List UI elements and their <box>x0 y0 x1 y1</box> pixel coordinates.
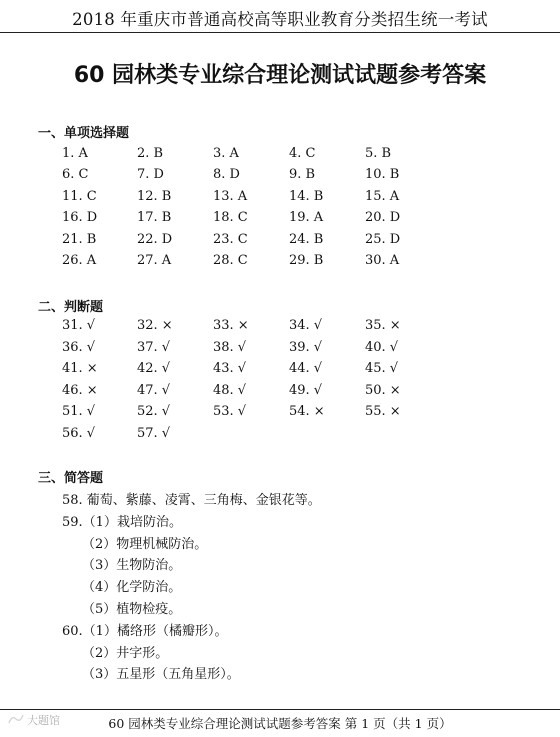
true-false-answer: 42. √ <box>137 361 171 377</box>
short-answer-line: 58. 葡萄、紫藤、凌霄、三角梅、金银花等。 <box>62 493 321 508</box>
true-false-answer: 46. × <box>62 382 98 398</box>
true-false-answer: 31. √ <box>62 318 96 333</box>
single-choice-row <box>0 232 560 252</box>
single-choice-answer: 8. D <box>213 167 240 183</box>
single-choice-answer: 11. C <box>62 188 97 204</box>
true-false-answer: 50. × <box>365 382 401 398</box>
single-choice-answer: 12. B <box>137 188 172 204</box>
short-answer-line: （3）五星形（五角星形）。 <box>82 667 240 683</box>
short-answer-line: （2）井字形。 <box>82 645 169 661</box>
true-false-answer: 53. √ <box>213 404 247 420</box>
short-answer-line: （2）物理机械防治。 <box>82 536 208 552</box>
single-choice-answer: 20. D <box>365 210 401 226</box>
true-false-answer: 52. √ <box>137 404 171 420</box>
single-choice-answer: 6. C <box>62 167 89 183</box>
true-false-answer: 37. √ <box>137 339 171 355</box>
single-choice-answer: 24. B <box>289 231 324 247</box>
true-false-answer: 35. × <box>365 318 401 333</box>
single-choice-answer: 9. B <box>289 167 316 183</box>
true-false-heading: 二、判断题 <box>38 300 104 315</box>
single-choice-answer: 7. D <box>137 167 164 183</box>
single-choice-answer: 17. B <box>137 210 172 226</box>
single-choice-answer: 15. A <box>365 188 400 204</box>
true-false-answer: 40. √ <box>365 339 399 355</box>
single-choice-answer: 3. A <box>213 146 239 161</box>
single-choice-answer: 30. A <box>365 253 400 268</box>
page-footer: 60 园林类专业综合理论测试试题参考答案 第 1 页（共 1 页） <box>108 716 452 731</box>
short-answer-line: （4）化学防治。 <box>82 580 182 596</box>
single-choice-answer: 19. A <box>289 210 324 226</box>
watermark-text: 大题馆 <box>27 714 60 727</box>
true-false-answer: 47. √ <box>137 382 171 398</box>
short-answer-line: 59.（1）栽培防治。 <box>62 514 182 530</box>
true-false-answer: 39. √ <box>289 339 323 355</box>
short-answer-heading: 三、简答题 <box>38 471 104 486</box>
true-false-answer: 48. √ <box>213 382 247 398</box>
true-false-answer: 34. √ <box>289 318 323 333</box>
single-choice-answer: 27. A <box>137 253 172 268</box>
document-title: 60 园林类专业综合理论测试试题参考答案 <box>73 63 487 88</box>
single-choice-answer: 1. A <box>62 146 88 161</box>
single-choice-answer: 18. C <box>213 210 248 226</box>
single-choice-answer: 4. C <box>289 146 316 161</box>
exam-title: 2018 年重庆市普通高校高等职业教育分类招生统一考试 <box>72 10 488 29</box>
true-false-answer: 44. √ <box>289 361 323 377</box>
single-choice-row <box>0 189 560 209</box>
true-false-row <box>0 426 560 446</box>
true-false-answer: 51. √ <box>62 404 96 420</box>
true-false-row <box>0 404 560 424</box>
true-false-answer: 49. √ <box>289 382 323 398</box>
true-false-row <box>0 361 560 381</box>
true-false-answer: 33. × <box>213 318 249 333</box>
single-choice-answer: 22. D <box>137 231 173 247</box>
true-false-row <box>0 340 560 360</box>
single-choice-answer: 28. C <box>213 253 248 268</box>
single-choice-answer: 25. D <box>365 231 401 247</box>
single-choice-answer: 16. D <box>62 210 98 226</box>
single-choice-row <box>0 253 560 273</box>
single-choice-answer: 29. B <box>289 253 324 268</box>
single-choice-answer: 23. C <box>213 231 248 247</box>
single-choice-answer: 10. B <box>365 167 400 183</box>
short-answer-line: （5）植物检疫。 <box>82 602 182 617</box>
single-choice-answer: 14. B <box>289 188 324 204</box>
true-false-answer: 55. × <box>365 404 401 420</box>
single-choice-answer: 21. B <box>62 231 97 247</box>
true-false-answer: 57. √ <box>137 426 171 441</box>
true-false-answer: 43. √ <box>213 361 247 377</box>
single-choice-row <box>0 146 560 166</box>
true-false-answer: 32. × <box>137 318 173 333</box>
true-false-row <box>0 383 560 403</box>
single-choice-answer: 5. B <box>365 146 392 161</box>
header-divider <box>0 32 560 33</box>
true-false-answer: 41. × <box>62 361 98 377</box>
single-choice-answer: 13. A <box>213 188 248 204</box>
true-false-answer: 36. √ <box>62 339 96 355</box>
true-false-row <box>0 318 560 338</box>
single-choice-answer: 26. A <box>62 253 97 268</box>
single-choice-answer: 2. B <box>137 146 164 161</box>
single-choice-row <box>0 167 560 187</box>
single-choice-heading: 一、单项选择题 <box>38 126 130 141</box>
true-false-answer: 54. × <box>289 404 325 420</box>
short-answer-line: 60.（1）橘络形（橘瓣形）。 <box>62 623 228 639</box>
single-choice-row <box>0 210 560 230</box>
true-false-answer: 38. √ <box>213 339 247 355</box>
true-false-answer: 56. √ <box>62 426 96 441</box>
footer-divider <box>0 709 560 710</box>
true-false-answer: 45. √ <box>365 361 399 377</box>
short-answer-line: （3）生物防治。 <box>82 558 182 574</box>
